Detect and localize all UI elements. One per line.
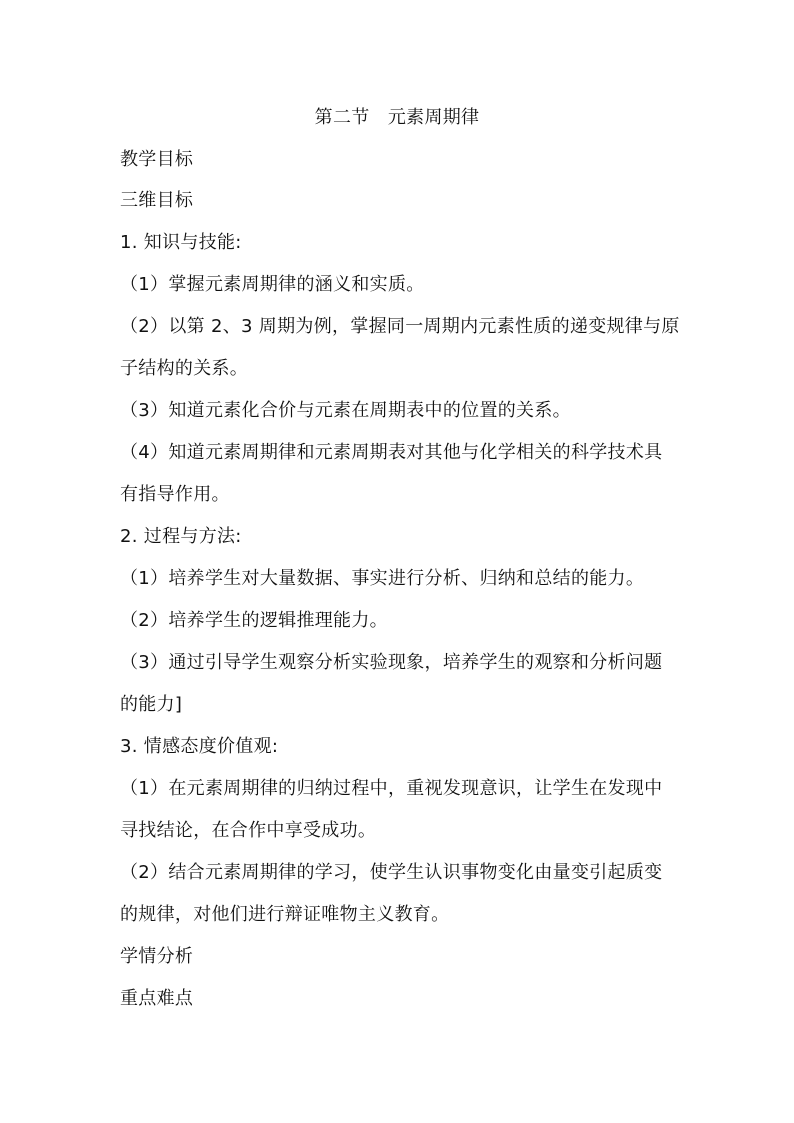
text-line: （4）知道元素周期律和元素周期表对其他与化学相关的科学技术具 — [120, 442, 663, 463]
text-line: 寻找结论，在合作中享受成功。 — [120, 820, 377, 841]
page-title: 第二节 元素周期律 — [314, 107, 480, 128]
heading-three-dimensional-goals: 三维目标 — [120, 190, 194, 211]
text-line: 有指导作用。 — [120, 484, 230, 505]
text-line: 子结构的关系。 — [120, 358, 249, 379]
text-line: （1）在元素周期律的归纳过程中，重视发现意识，让学生在发现中 — [120, 778, 663, 799]
heading-student-analysis: 学情分析 — [120, 946, 194, 967]
text-line: 的能力] — [120, 694, 183, 715]
section-emotion-attitude-values: 3. 情感态度价值观: — [120, 736, 279, 757]
text-line: （3）知道元素化合价与元素在周期表中的位置的关系。 — [120, 400, 571, 421]
text-line: （2）以第 2、3 周期为例，掌握同一周期内元素性质的递变规律与原 — [120, 316, 680, 337]
text-line: （3）通过引导学生观察分析实验现象，培养学生的观察和分析问题 — [120, 652, 663, 673]
text-line: （1）掌握元素周期律的涵义和实质。 — [120, 274, 425, 295]
section-knowledge-skills: 1. 知识与技能: — [120, 232, 242, 253]
text-line: （2）培养学生的逻辑推理能力。 — [120, 610, 388, 631]
heading-teaching-goals: 教学目标 — [120, 149, 194, 170]
text-line: （2）结合元素周期律的学习，使学生认识事物变化由量变引起质变 — [120, 862, 663, 883]
text-line: （1）培养学生对大量数据、事实进行分析、归纳和总结的能力。 — [120, 568, 645, 589]
section-process-methods: 2. 过程与方法: — [120, 526, 242, 547]
heading-key-difficulties: 重点难点 — [120, 988, 194, 1009]
text-line: 的规律，对他们进行辩证唯物主义教育。 — [120, 904, 450, 925]
